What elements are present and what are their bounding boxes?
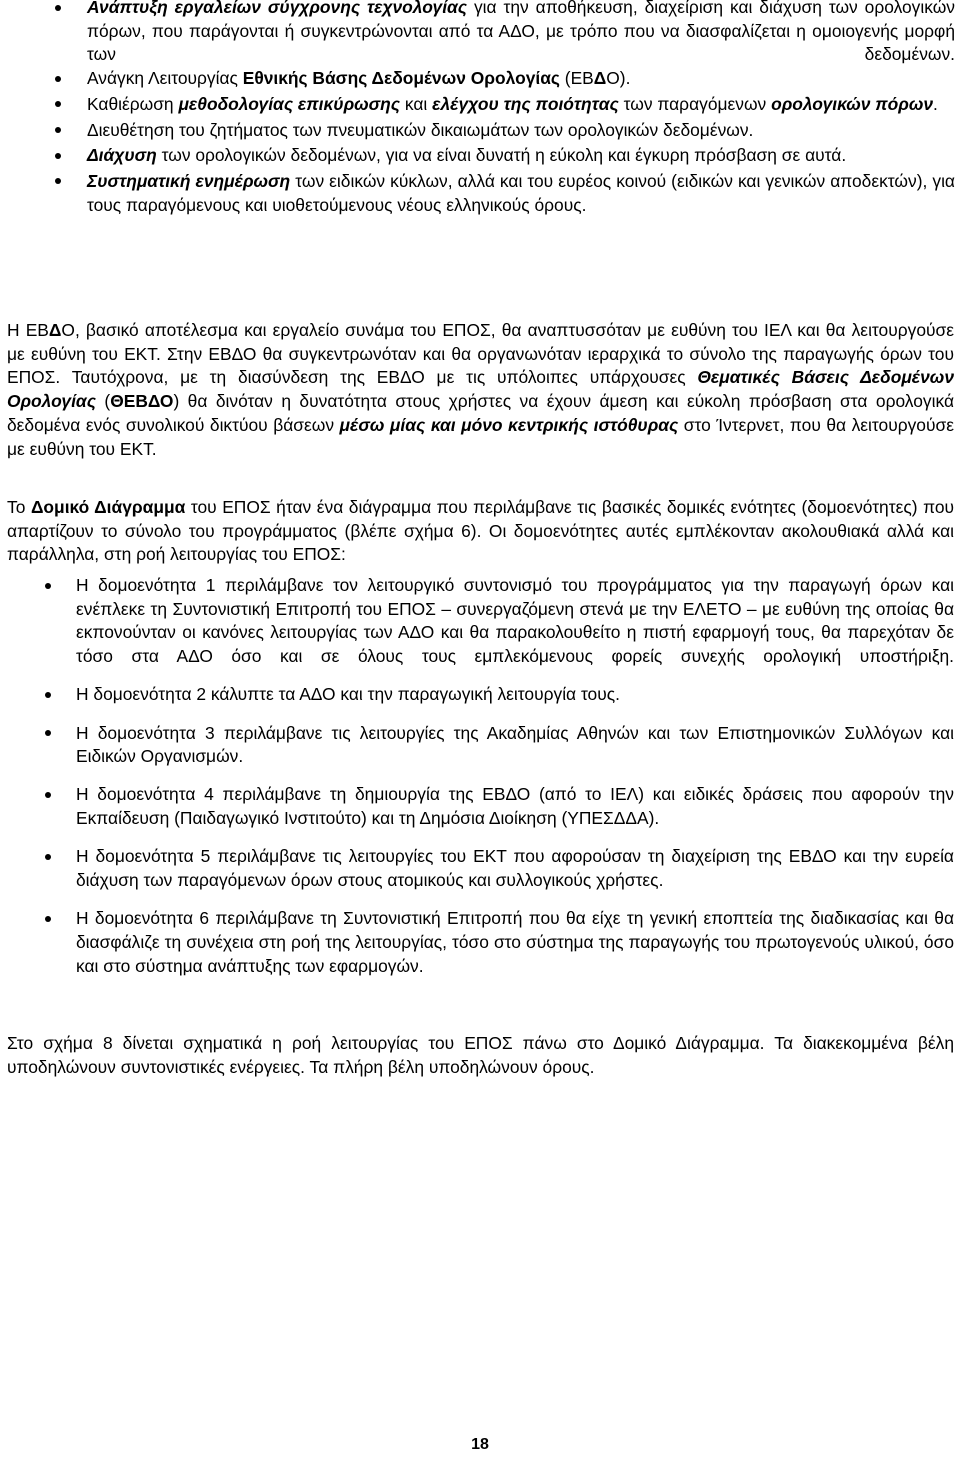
list-item: Διάχυση των ορολογικών δεδομένων, για να είναι δυνατή η εύκολη και έγκυρη πρόσβαση σε αυτά.	[0, 144, 960, 168]
list-item: Η δομοενότητα 1 περιλάμβανε τον λειτουργικό συντονισμό του προγράμματος για την παραγωγή όρων και ενέπλεκε τη Συντονιστική Επιτροπή του ΕΠΟΣ – συνεργαζόμενη στενά με την ΕΛΕΤΟ – με ευθύνη της οποίας θα εκπονούνταν οι κανόνες λειτουργίας των ΑΔΟ και θα παρακολουθείτο η πιστή εφαρμογή τους, θα παρεχόταν δε τόσο στα ΑΔΟ όσο και σε όλους τους εμπλεκόμενους φορείς συνεχής ορολογική υποστήριξη.	[0, 574, 960, 669]
list-item: Συστηματική ενημέρωση των ειδικών κύκλων, αλλά και του ευρέος κοινού (ειδικών και γενικών αποδεκτών), για τους παραγόμενους και υιοθετούμενους νέους ελληνικούς όρους.	[0, 170, 960, 217]
list-item: Καθιέρωση μεθοδολογίας επικύρωσης και ελέγχου της ποιότητας των παραγόμενων ορολογικών πόρων.	[0, 93, 960, 117]
list-item: Η δομοενότητα 5 περιλάμβανε τις λειτουργίες του ΕΚΤ που αφορούσαν τη διαχείριση της ΕΒΔΟ και την ευρεία διάχυση των παραγόμενων όρων στους ατομικούς και συλλογικούς χρήστες.	[0, 845, 960, 892]
paragraph-flow: Στο σχήμα 8 δίνεται σχηματικά η ροή λειτουργίας του ΕΠΟΣ πάνω στο Δομικό Διάγραμμα. Τα διακεκομμένα βέλη υποδηλώνουν συντονιστικές ενέργειες. Τα πλήρη βέλη υποδηλώνουν όρους.	[7, 1033, 954, 1077]
modules-list	[0, 574, 960, 993]
paragraph-structure-diagram: Το Δομικό Διάγραμμα του ΕΠΟΣ ήταν ένα διάγραμμα που περιλάμβανε τις βασικές δομικές ενότητες (δομοενότητες) που απαρτίζουν το σύνολο του προγράμματος (βλέπε σχήμα 6). Οι δομοενότητες αυτές εμπλέκονταν ακολουθιακά αλλά και παράλληλα, στη ροή λειτουργίας του ΕΠΟΣ:	[7, 497, 955, 565]
list-item: Η δομοενότητα 2 κάλυπτε τα ΑΔΟ και την παραγωγική λειτουργία τους.	[0, 683, 960, 707]
list-item: Διευθέτηση του ζητήματος των πνευματικών δικαιωμάτων των ορολογικών δεδομένων.	[0, 119, 960, 143]
page-number: 18	[471, 1436, 489, 1453]
paragraph-ebdo: Η ΕΒΔΟ, βασικό αποτέλεσμα και εργαλείο συνάμα του ΕΠΟΣ, θα αναπτυσσόταν με ευθύνη του ΙΕΛ και θα λειτουργούσε με ευθύνη του ΕΚΤ. Στην ΕΒΔΟ θα συγκεντρωνόταν και θα οργανωνόταν ιεραρχικά το σύνολο της παραγωγής όρων του ΕΠΟΣ. Ταυτόχρονα, με τη διασύνδεση της ΕΒΔΟ με τις υπόλοιπες υπάρχουσες Θεματικές Βάσεις Δεδομένων Ορολογίας (ΘΕΒΔΟ) θα δινόταν η δυνατότητα στους χρήστες να έχουν άμεση και εύκολη πρόσβαση στα ορολογικά δεδομένα ενός συνολικού δικτύου βάσεων μέσω μίας και μόνο κεντρικής ιστόθυρας στο Ίντερνετ, που θα λειτουργούσε με ευθύνη του ΕΚΤ.	[7, 320, 954, 459]
list-item: Ανάγκη Λειτουργίας Εθνικής Βάσης Δεδομένων Ορολογίας (ΕΒΔΟ).	[0, 67, 960, 91]
list-item: Η δομοενότητα 6 περιλάμβανε τη Συντονιστική Επιτροπή που θα είχε τη γενική εποπτεία της διαδικασίας και θα διασφάλιζε τη συνέχεια στη ροή της λειτουργίας, τόσο στο σύστημα της παραγωγής του πρωτογενούς υλικού, όσο και στο σύστημα ανάπτυξης των εφαρμογών.	[0, 907, 960, 978]
objectives-list	[0, 0, 960, 217]
list-item: Η δομοενότητα 3 περιλάμβανε τις λειτουργίες της Ακαδημίας Αθηνών και των Επιστημονικών Συλλόγων και Ειδικών Οργανισμών.	[0, 722, 960, 769]
list-item: Ανάπτυξη εργαλείων σύγχρονης τεχνολογίας για την αποθήκευση, διαχείριση και διάχυση των ορολογικών πόρων, που παράγονται ή συγκεντρώνονται από τα ΑΔΟ, με τρόπο που να διασφαλίζεται η ομοιογενής μορφή των δεδομένων.	[0, 0, 960, 67]
list-item: Η δομοενότητα 4 περιλάμβανε τη δημιουργία της ΕΒΔΟ (από το ΙΕΛ) και ειδικές δράσεις που αφορούν την Εκπαίδευση (Παιδαγωγικό Ινστιτούτο) και τη Δημόσια Διοίκηση (ΥΠΕΣΔΔΑ).	[0, 783, 960, 830]
